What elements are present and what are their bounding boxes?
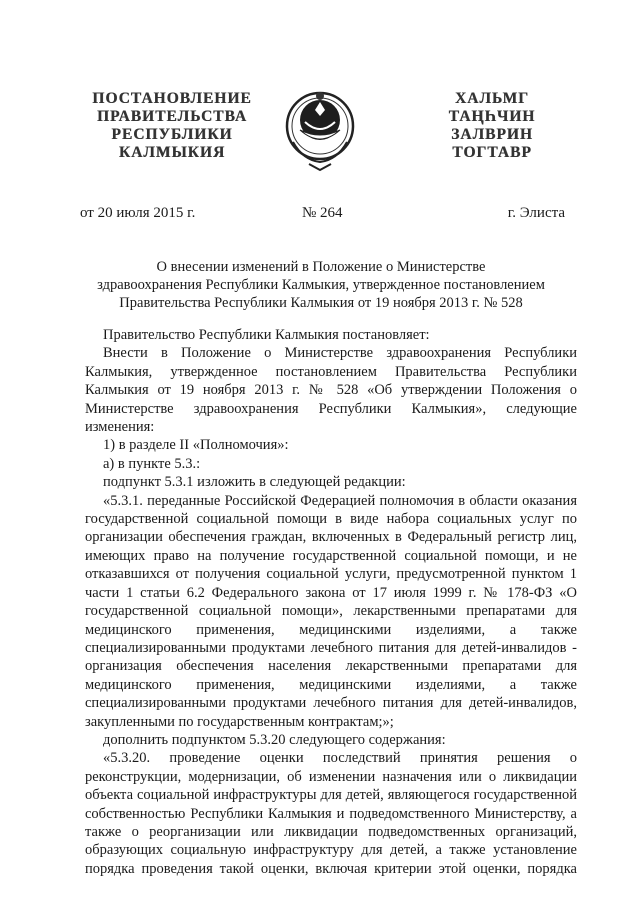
document-city: г. Элиста xyxy=(507,205,565,221)
document-number: № 264 xyxy=(302,205,343,221)
paragraph: «5.3.1. переданные Российской Федерацией полномочия в области оказания государственной социальной помощи в виде набора социальных услуг по организации обеспечения граждан, включенных в Федеральный регистр лиц, имеющих право на получение государственной социальной помощи, и не отказавшихся от получения социальной услуги, предусмотренной пунктом 1 части 1 статьи 6.2 Федерального закона от 17 июля 1999 г. № 178-ФЗ «О государственной социальной помощи», лекарственными препаратами для медицинского применения, медицинскими изделиями, а также специализированными продуктами лечебного питания для детей-инвалидов - организация обеспечения населения лекарственными препаратами для медицинского применения, медицинскими изделиями, а также специализированными продуктами лечебного питания для детей-инвалидов, закупленными по государственным контрактам;»; xyxy=(85,492,577,730)
issuer-name-russian xyxy=(82,90,262,162)
paragraph: подпункт 5.3.1 изложить в следующей редакции: xyxy=(103,474,406,491)
coat-of-arms-icon xyxy=(283,82,357,172)
paragraph: «5.3.20. проведение оценки последствий принятия решения о реконструкции, модернизации, об изменении назначения или о ликвидации объекта социальной инфраструктуры для детей, являющегося государственной собственностью Республики Калмыкия и подведомственного Министерству, а также о реорганизации или ликвидации подведомственных организаций, образующих социальную инфраструктуру для детей, а также установление порядка проведения такой оценки, включая критерии этой оценки, порядка xyxy=(85,750,577,877)
title-line: Правительства Республики Калмыкия от 19 ноября 2013 г. № 528 xyxy=(119,295,523,311)
issuer-line: ТАҢҺЧИН xyxy=(448,108,536,125)
document-body xyxy=(85,326,577,878)
paragraph: Правительство Республики Калмыкия постановляет: xyxy=(103,327,430,343)
issuer-line: ЗАЛВРИН xyxy=(451,126,533,143)
paragraph: а) в пункте 5.3.: xyxy=(103,455,201,472)
paragraph: 1) в разделе II «Полномочия»: xyxy=(103,437,289,454)
issuer-name-kalmyk xyxy=(432,90,552,162)
dateline xyxy=(80,205,565,225)
title-line: здравоохранения Республики Калмыкия, утвержденное постановлением xyxy=(97,277,545,293)
issuer-line: РЕСПУБЛИКИ xyxy=(111,126,233,143)
title-line: О внесении изменений в Положение о Министерстве xyxy=(156,259,486,275)
document-date: от 20 июля 2015 г. xyxy=(80,205,196,221)
issuer-line: ПРАВИТЕЛЬСТВА xyxy=(96,108,248,125)
issuer-line: ПОСТАНОВЛЕНИЕ xyxy=(92,90,252,107)
paragraph: дополнить подпунктом 5.3.20 следующего содержания: xyxy=(103,731,446,748)
paragraph: Внести в Положение о Министерстве здравоохранения Республики Калмыкия, утвержденное постановлением Правительства Республики Калмыкия от 19 ноября 2013 г. № 528 «Об утверждении Положения о Министерстве здравоохранения Республики Калмыкия», следующие изменения: xyxy=(85,345,577,436)
document-title xyxy=(96,258,546,312)
issuer-line: ТОГТАВР xyxy=(452,144,532,161)
issuer-line: ХАЛЬМГ xyxy=(454,90,530,107)
issuer-line: КАЛМЫКИЯ xyxy=(118,144,226,161)
